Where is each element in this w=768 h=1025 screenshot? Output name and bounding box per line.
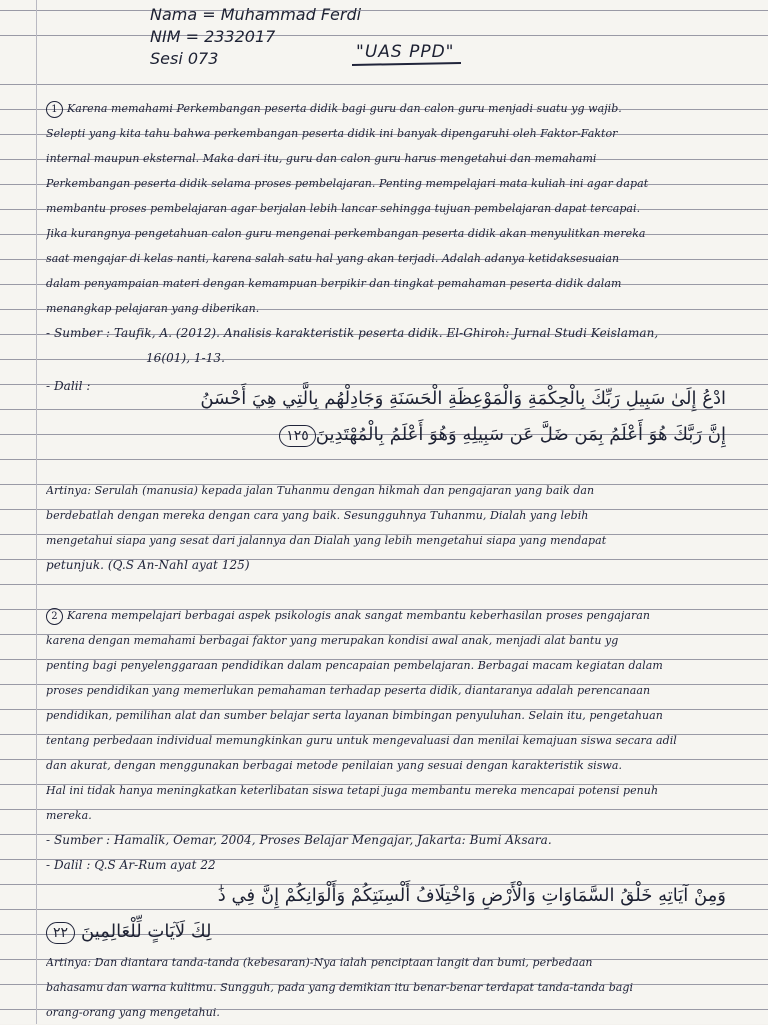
- arabic-verse-1a: ادْعُ إِلَىٰ سَبِيلِ رَبِّكَ بِالْحِكْمَةِ وَالْمَوْعِظَةِ الْحَسَنَةِ وَجَادِلْهُم بِالَّتِي هِيَ أَحْسَنُ: [200, 388, 726, 409]
- answer-1-line: saat mengajar di kelas nanti, karena salah satu hal yang akan terjadi. Adalah adanya ketidaksesuaian: [46, 252, 620, 265]
- translation-1-line: mengetahui siapa yang sesat dari jalannya dan Dialah yang lebih mengetahui siapa yang mendapat: [46, 534, 607, 547]
- answer-number-1: 1: [46, 101, 63, 118]
- answer-1-line: membantu proses pembelajaran agar berjalan lebih lancar sehingga tujuan pembelajaran dapat tercapai.: [46, 202, 641, 215]
- answer-2-line: mereka.: [46, 809, 92, 822]
- answer-2-line: karena dengan memahami berbagai faktor yang merupakan kondisi awal anak, menjadi alat bantu yg: [46, 634, 619, 647]
- answer-1-line: 1 Karena memahami Perkembangan peserta didik bagi guru dan calon guru menjadi suatu yg wajib.: [46, 96, 726, 121]
- answer-2-line: tentang perbedaan individual memungkinkan guru untuk mengevaluasi dan menilai kemajuan siswa secara adil: [46, 734, 677, 747]
- source-2: - Sumber : Hamalik, Oemar, 2004, Proses Belajar Mengajar, Jakarta: Bumi Aksara.: [46, 833, 552, 847]
- arabic-verse-1b: إِنَّ رَبَّكَ هُوَ أَعْلَمُ بِمَن ضَلَّ عَن سَبِيلِهِ وَهُوَ أَعْلَمُ بِالْمُهْتَدِينَ١٢٥: [46, 417, 726, 453]
- translation-2-line: Artinya: Dan diantara tanda-tanda (kebesaran)-Nya ialah penciptaan langit dan bumi, perbedaan: [46, 956, 593, 969]
- dalil-2: - Dalil : Q.S Ar-Rum ayat 22: [46, 858, 216, 872]
- answer-2-line: 2 Karena mempelajari berbagai aspek psikologis anak sangat membantu keberhasilan proses pengajaran: [46, 603, 726, 628]
- margin-line: [36, 0, 37, 1024]
- translation-1-line: Artinya: Serulah (manusia) kepada jalan Tuhanmu dengan hikmah dan pengajaran yang baik dan: [46, 484, 595, 497]
- student-session: Sesi 073: [150, 49, 219, 68]
- answer-content: [46, 96, 726, 1025]
- translation-1-line: petunjuk. (Q.S An-Nahl ayat 125): [46, 558, 250, 572]
- answer-2-line: proses pendidikan yang memerlukan pemahaman terhadap peserta didik, diantaranya adalah perencanaan: [46, 684, 651, 697]
- answer-2-line: penting bagi penyelenggaraan pendidikan dalam pencapaian pembelajaran. Berbagai macam kegiatan dalam: [46, 659, 663, 672]
- blank-line: [46, 453, 726, 478]
- answer-1-line: internal maupun eksternal. Maka dari itu, guru dan calon guru harus mengetahui dan memahami: [46, 152, 597, 165]
- answer-1-line: dalam penyampaian materi dengan kemampuan berpikir dan tingkat pemahaman peserta didik dalam: [46, 277, 622, 290]
- translation-1-line: berdebatlah dengan mereka dengan cara yang baik. Sesungguhnya Tuhanmu, Dialah yang lebih: [46, 509, 589, 522]
- answer-2-line: Hal ini tidak hanya meningkatkan keterlibatan siswa tetapi juga membantu mereka mencapai potensi penuh: [46, 784, 659, 797]
- exam-title: "UAS PPD": [356, 42, 455, 62]
- arabic-verse-2b: ٢٢ لِكَ لَآيَاتٍ لِّلْعَالِمِينَ: [46, 914, 726, 950]
- student-name: Nama = Muhammad Ferdi: [150, 5, 362, 24]
- answer-1-line: menangkap pelajaran yang diberikan.: [46, 302, 260, 315]
- arabic-verse-2a: وَمِنْ آيَاتِهِ خَلْقُ السَّمَاوَاتِ وَالْأَرْضِ وَاخْتِلَافُ أَلْسِنَتِكُمْ وَأَلْوَانِكُمْ إِنَّ فِي ذَٰ: [217, 885, 726, 906]
- answer-1-line: Selepti yang kita tahu bahwa perkembangan peserta didik ini banyak dipengaruhi oleh Faktor-Faktor: [46, 127, 618, 140]
- translation-2-line: orang-orang yang mengetahui.: [46, 1006, 220, 1019]
- answer-1-line: Perkembangan peserta didik selama proses pembelajaran. Penting mempelajari mata kuliah ini agar dapat: [46, 177, 649, 190]
- answer-2-line: dan akurat, dengan menggunakan berbagai metode penilaian yang sesuai dengan karakteristik siswa.: [46, 759, 623, 772]
- source-1-cont: 16(01), 1-13.: [146, 351, 225, 365]
- student-nim: NIM = 2332017: [150, 27, 276, 46]
- answer-number-2: 2: [46, 608, 63, 625]
- dalil-1-label: - Dalil :: [46, 379, 91, 393]
- answer-1-line: Jika kurangnya pengetahuan calon guru mengenai perkembangan peserta didik akan menyulitkan mereka: [46, 227, 646, 240]
- translation-2-line: bahasamu dan warna kulitmu. Sungguh, pada yang demikian itu benar-benar terdapat tanda-tanda bagi: [46, 981, 634, 994]
- answer-2-line: pendidikan, pemilihan alat dan sumber belajar serta layanan bimbingan penyuluhan. Selain itu, pengetahuan: [46, 709, 663, 722]
- ayah-number-125: ١٢٥: [279, 425, 316, 447]
- source-1: - Sumber : Taufik, A. (2012). Analisis karakteristik peserta didik. El-Ghiroh: Jurnal Studi Keislaman,: [46, 326, 659, 340]
- blank-line: [46, 578, 726, 603]
- ayah-number-22: ٢٢: [46, 922, 75, 944]
